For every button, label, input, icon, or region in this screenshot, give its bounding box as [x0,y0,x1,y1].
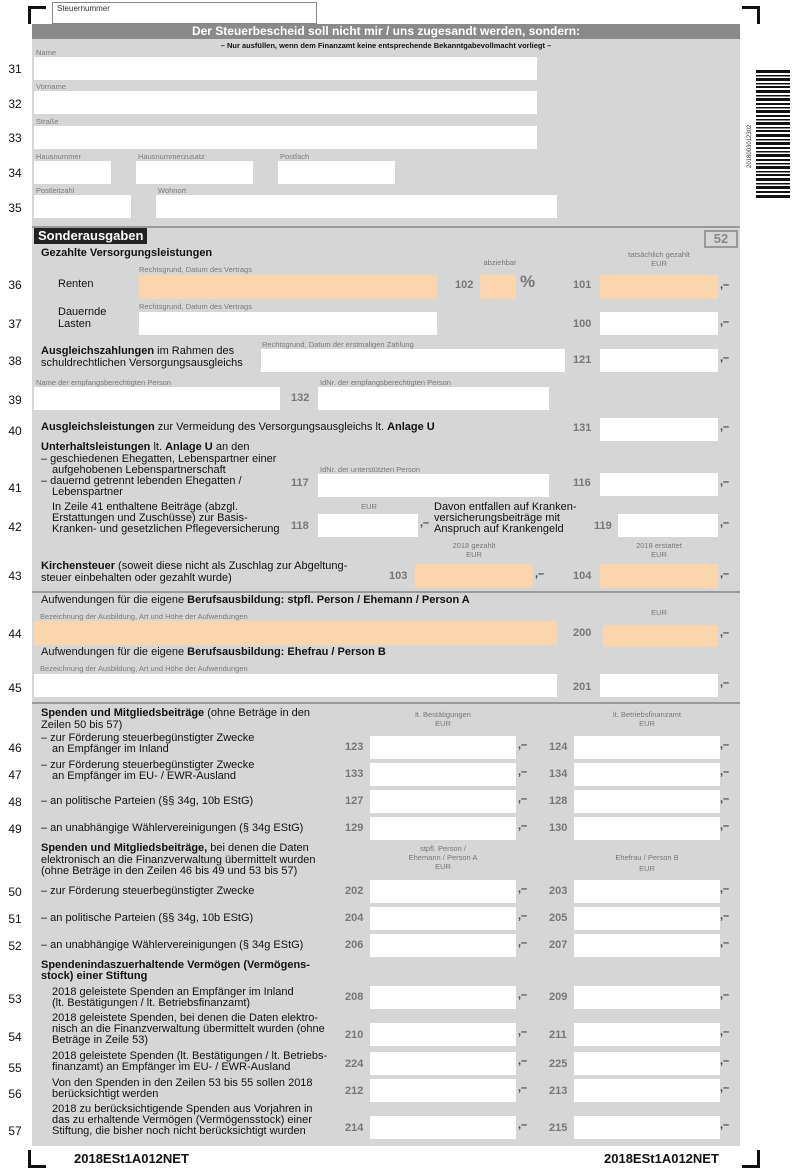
versorgung-heading: Gezahlte Versorgungsleistungen [41,247,213,259]
kz-100: 100 [573,318,592,330]
kz-208: 208 [345,991,364,1003]
kirche-rest: (soweit diese nicht als Zuschlag zur Abgeltung- [114,560,348,572]
kz-206: 206 [345,939,364,951]
z48-a-field[interactable] [370,790,516,813]
z54-line2: nisch an die Finanzverwaltung übermittelt wurden (ohne [52,1023,325,1035]
line-number: 40 [8,424,22,438]
kz-205: 205 [549,912,568,924]
unterhalt-bold: Unterhaltsleistungen [41,441,151,453]
kz-130: 130 [549,822,568,834]
line-number: 53 [8,992,22,1006]
lasten-betrag-field[interactable] [600,312,718,335]
kz-123: 123 [345,741,364,753]
z54-a-field[interactable] [370,1023,516,1046]
lasten-rechtsgrund-label: Rechtsgrund, Datum des Vertrags [139,302,252,311]
steuernummer-label: Steuernummer [57,4,110,13]
elektronisch-line3: (ohne Beträge in den Zeilen 46 bis 49 und 53 bis 57) [41,865,298,877]
kirche-bold: Kirchensteuer [41,560,115,572]
lasten-rechtsgrund-field[interactable] [139,312,437,335]
kz-207: 207 [549,939,568,951]
kz-127: 127 [345,795,364,807]
z53-b-field[interactable] [574,986,720,1009]
z57-a-field[interactable] [370,1116,516,1139]
kz-119: 119 [594,520,612,532]
elektronisch-line2: elektronisch an die Finanzverwaltung übermittelt wurden [41,854,316,866]
beruf-b-bez-label: Bezeichnung der Ausbildung, Art und Höhe der Aufwendungen [40,664,248,673]
kirche-gezahlt-field[interactable] [415,564,533,588]
unterhalt-line4: – dauernd getrennt lebenden Ehegatten / [41,475,242,487]
kirche-erstattet-field[interactable] [600,564,718,588]
ausgleichszahlungen-text [41,346,234,358]
section-number: 52 [704,230,738,248]
spenden-bold: Spenden und Mitgliedsbeiträge [41,707,205,719]
kz-215: 215 [549,1122,568,1134]
col-person-a-eur: EUR [435,862,451,871]
davon-line1: Davon entfallen auf Kranken- [434,501,577,513]
dash: ,– [518,1082,528,1094]
z42-betrag-field[interactable] [318,514,418,537]
ausgleichszahlungen-line2: schuldrechtlichen Versorgungsausgleichs [41,357,243,369]
dash: ,– [720,739,730,751]
z57-line3: Stiftung, die bisher noch nicht berücksichtigt wurden [52,1125,306,1137]
dash: ,– [720,989,730,1001]
line-number: 44 [8,627,22,641]
z46-b-field[interactable] [574,736,720,759]
z42-krankengeld-field[interactable] [618,514,718,537]
name-label: Name [36,48,57,57]
wohnort-field[interactable] [156,195,557,218]
z53-line2: (lt. Bestätigungen / lt. Betriebsfinanzamt) [52,997,251,1009]
kz-131: 131 [573,422,592,434]
kirche-erstattet-label: 2018 erstattet [636,541,682,550]
renten-rechtsgrund-field[interactable] [139,275,437,299]
z47-line2: an Empfänger im EU- / EWR-Ausland [52,770,237,782]
kz-209: 209 [549,991,568,1003]
unterhalt-rest2: an den [212,441,250,453]
z48-text: – an politische Parteien (§§ 34g, 10b EStG) [41,795,254,807]
kz-129: 129 [345,822,364,834]
z51-b-field[interactable] [574,907,720,930]
line-number: 49 [8,822,22,836]
z38-rechtsgrund-label: Rechtsgrund, Datum der erstmaligen Zahlung [262,340,414,349]
abziehbar-percent-field[interactable] [480,275,516,299]
z41-idnr-field[interactable] [318,474,549,497]
ausgleichszahlungen-rest: im Rahmen des [154,345,235,357]
kz-102: 102 [455,279,474,291]
line-number: 35 [8,201,22,215]
z41-betrag-field[interactable] [600,473,718,496]
divider [32,702,740,704]
z56-a-field[interactable] [370,1079,516,1102]
beruf-a-bezeichnung-field[interactable] [34,621,557,645]
kz-202: 202 [345,885,364,897]
z38-betrag-field[interactable] [600,349,718,372]
barcode [756,70,790,200]
renten-betrag-field[interactable] [600,275,718,299]
z54-b-field[interactable] [574,1023,720,1046]
z42-line1: In Zeile 41 enthaltene Beiträge (abzgl. [52,501,238,513]
z54-line3: Beträge in Zeile 53) [52,1034,148,1046]
percent-sign: % [520,272,536,291]
kz-200: 200 [573,627,592,639]
dash: ,– [518,739,528,751]
col-lt-best-eur: EUR [435,719,451,728]
z42-eur: EUR [361,502,377,511]
z50-text: – zur Förderung steuerbegünstigter Zwecke [41,885,255,897]
dash: ,– [518,910,528,922]
beruf-a-betrag-field[interactable] [603,625,718,647]
elektronisch-heading [41,843,309,855]
hausnummer-field[interactable] [34,161,111,184]
z49-a-field[interactable] [370,817,516,840]
z40-bold: Ausgleichsleistungen [41,421,155,433]
kz-104: 104 [573,570,592,582]
beruf-b-betrag-field[interactable] [600,674,718,697]
davon-line2: versicherungsbeiträge mit [434,512,560,524]
line-number: 57 [8,1124,22,1138]
z56-line1: Von den Spenden in den Zeilen 53 bis 55 sollen 2018 [52,1077,313,1089]
dash: ,– [518,1119,528,1131]
bescheid-subtitle: – Nur ausfüllen, wenn dem Finanzamt keine entsprechende Bekanntgabevollmacht vorliegt – [220,41,552,50]
z42-line2: Erstattungen und Zuschüsse) zur Basis- [52,512,248,524]
z55-line2: finanzamt) an Empfänger im EU- / EWR-Ausland [52,1061,291,1073]
z56-line2: berücksichtigt werden [52,1088,159,1100]
ausgleichszahlungen-bold: Ausgleichszahlungen [41,345,155,357]
unterhalt-line1 [41,442,249,454]
z54-line1: 2018 geleistete Spenden, bei denen die Daten elektro- [52,1012,319,1024]
kz-121: 121 [573,354,592,366]
crop-mark-top-right [742,6,760,24]
dash: ,– [535,568,545,580]
postfach-field[interactable] [278,161,395,184]
z42-line3: Kranken- und gesetzlichen Pflegeversicherung [52,523,280,535]
z55-b-field[interactable] [574,1052,720,1075]
postleitzahl-label: Postleitzahl [36,186,75,195]
z56-b-field[interactable] [574,1079,720,1102]
z52-b-field[interactable] [574,934,720,957]
unterhalt-line3: aufgehobenen Lebenspartnerschaft [52,464,226,476]
crop-mark-bottom-right [742,1150,760,1168]
kz-117: 117 [291,477,309,489]
strasse-label: Straße [36,117,59,126]
dash: ,– [518,766,528,778]
dash: ,– [420,517,430,529]
beruf-eur: EUR [651,608,667,617]
z41-idnr-label: IdNr. der unterstützten Person [320,465,421,474]
spenden-heading [41,708,310,720]
line-number: 43 [8,569,22,583]
elektronisch-rest: bei denen die Daten [207,842,309,854]
line-number: 38 [8,354,22,368]
tatsaechlich-eur: EUR [651,259,667,268]
z53-line1: 2018 geleistete Spenden an Empfänger im Inland [52,986,294,998]
form-code-right: 2018ESt1A012NET [604,1151,719,1166]
z40-rest: zur Vermeidung des Versorgungsausgleichs lt. [154,421,388,433]
unterhalt-line5: Lebenspartner [52,486,123,498]
z52-a-field[interactable] [370,934,516,957]
kz-212: 212 [345,1085,364,1097]
dash: ,– [720,627,730,639]
kz-224: 224 [345,1058,364,1070]
kirche-line2: steuer einbehalten oder gezahlt wurde) [41,572,232,584]
kz-103: 103 [389,570,408,582]
renten-rechtsgrund-label: Rechtsgrund, Datum des Vertrags [139,265,252,274]
postleitzahl-field[interactable] [34,195,131,218]
beruf-a-bold: Berufsausbildung: stpfl. Person / Ehemann / Person A [187,594,470,606]
col-lt-betriebsfinanzamt: lt. Betriebsfinanzamt [613,710,681,719]
kz-213: 213 [549,1085,568,1097]
kz-128: 128 [549,795,568,807]
beruf-b-heading [41,647,386,659]
crop-mark-bottom-left [28,1150,46,1168]
dash: ,– [518,793,528,805]
z40-betrag-field[interactable] [600,418,718,441]
dash: ,– [720,568,730,580]
z51-text: – an politische Parteien (§§ 34g, 10b EStG) [41,912,254,924]
unterhalt-line2: – geschiedenen Ehegatten, Lebenspartner einer [41,453,277,465]
unterhalt-rest: lt. [150,441,166,453]
kz-225: 225 [549,1058,568,1070]
z46-line1: – zur Förderung steuerbegünstigter Zwecke [41,732,255,744]
line-number: 41 [8,481,22,495]
kz-132: 132 [291,392,310,404]
col-lt-bestaetigungen: lt. Bestätigungen [415,710,471,719]
dash: ,– [518,989,528,1001]
unterhalt-anlage: Anlage U [165,441,213,453]
dash: ,– [518,937,528,949]
wohnort-label: Wohnort [158,186,187,195]
z48-b-field[interactable] [574,790,720,813]
kz-118: 118 [291,520,309,532]
z50-b-field[interactable] [574,880,720,903]
z39-idnr-field[interactable] [318,387,549,410]
hausnummerzusatz-field[interactable] [136,161,253,184]
col-person-a-line1: stpfl. Person / [420,844,466,853]
kz-101: 101 [573,279,592,291]
dash: ,– [720,476,730,488]
z57-line2: das zu erhaltende Vermögen (Vermögensstock) einer [52,1114,312,1126]
line-number: 45 [8,681,22,695]
spenden-heading-line2: Zeilen 50 bis 57) [41,719,123,731]
kz-210: 210 [345,1029,364,1041]
line-number: 36 [8,278,22,292]
line-number: 47 [8,768,22,782]
dash: ,– [518,1026,528,1038]
dash: ,– [720,279,730,291]
z49-b-field[interactable] [574,817,720,840]
dash: ,– [720,352,730,364]
bescheid-title: Der Steuerbescheid soll nicht mir / uns zugesandt werden, sondern: [32,24,740,39]
line-number: 48 [8,795,22,809]
kz-211: 211 [549,1029,567,1041]
z38-rechtsgrund-field[interactable] [261,349,565,372]
dash: ,– [720,910,730,922]
dash: ,– [720,937,730,949]
beruf-b-pre: Aufwendungen für die eigene [41,646,188,658]
dash: ,– [720,1055,730,1067]
kirche-erstattet-eur: EUR [651,550,667,559]
z55-line1: 2018 geleistete Spenden (lt. Bestätigungen / lt. Betriebs- [52,1050,328,1062]
beruf-b-bezeichnung-field[interactable] [34,674,557,697]
col-person-a-line2: Ehemann / Person A [408,853,478,862]
spenden-rest: (ohne Beträge in den [204,707,310,719]
dash: ,– [720,820,730,832]
z52-text: – an unabhängige Wählervereinigungen (§ 34g EStG) [41,939,304,951]
col-person-b-eur: EUR [639,864,655,873]
z57-line1: 2018 zu berücksichtigende Spenden aus Vorjahren in [52,1103,313,1115]
dash: ,– [720,883,730,895]
hausnummerzusatz-label: Hausnummerzusatz [138,152,205,161]
line-number: 55 [8,1061,22,1075]
z39-name-label: Name der empfangsberechtigten Person [36,378,172,387]
barcode-number: 2018003012302 [747,124,753,168]
beruf-a-bez-label: Bezeichnung der Ausbildung, Art und Höhe der Aufwendungen [40,612,248,621]
kz-116: 116 [573,477,591,489]
vorname-label: Vorname [36,82,67,91]
dash: ,– [720,421,730,433]
tatsaechlich-label: tatsächlich gezahlt [628,250,690,259]
z50-a-field[interactable] [370,880,516,903]
z46-a-field[interactable] [370,736,516,759]
line-number: 37 [8,317,22,331]
line-number: 46 [8,741,22,755]
stiftung-heading-line1: Spendenindaszuerhaltende Vermögen (Vermögens- [41,959,310,971]
dash: ,– [720,517,730,529]
dash: ,– [720,677,730,689]
z49-text: – an unabhängige Wählervereinigungen (§ 34g EStG) [41,822,304,834]
col-lt-betr-eur: EUR [639,719,655,728]
line-number: 42 [8,520,22,534]
z55-a-field[interactable] [370,1052,516,1075]
z40-anlage: Anlage U [387,421,435,433]
elektronisch-bold: Spenden und Mitgliedsbeiträge, [41,842,208,854]
line-number: 33 [8,131,22,145]
kz-203: 203 [549,885,568,897]
dauernde-label: Dauernde [58,306,107,318]
z53-a-field[interactable] [370,986,516,1009]
hausnummer-label: Hausnummer [36,152,82,161]
line-number: 32 [8,97,22,111]
z47-b-field[interactable] [574,763,720,786]
dash: ,– [720,1082,730,1094]
beruf-b-bold: Berufsausbildung: Ehefrau / Person B [187,646,386,658]
beruf-a-pre: Aufwendungen für die eigene [41,594,188,606]
kz-214: 214 [345,1122,364,1134]
postfach-label: Postfach [280,152,310,161]
z40-text [41,422,435,434]
section-title: Sonderausgaben [34,228,147,244]
kz-201: 201 [573,681,592,693]
z46-line2: an Empfänger im Inland [52,743,169,755]
line-number: 52 [8,939,22,953]
kz-124: 124 [549,741,568,753]
strasse-field[interactable] [34,126,537,149]
kirche-gezahlt-eur: EUR [466,550,482,559]
dash: ,– [720,766,730,778]
kz-204: 204 [345,912,364,924]
dash: ,– [518,1055,528,1067]
davon-line3: Anspruch auf Krankengeld [434,523,564,535]
kz-134: 134 [549,768,568,780]
z47-a-field[interactable] [370,763,516,786]
z39-name-field[interactable] [34,387,280,410]
z51-a-field[interactable] [370,907,516,930]
beruf-a-heading [41,595,470,607]
name-field[interactable] [34,57,537,80]
kirche-line1 [41,561,347,573]
col-person-b: Ehefrau / Person B [615,853,679,862]
dash: ,– [720,793,730,805]
line-number: 34 [8,166,22,180]
abziehbar-label: abziehbar [483,258,517,267]
z57-b-field[interactable] [574,1116,720,1139]
crop-mark-top-left [28,6,46,24]
divider [32,591,740,593]
form-code-left: 2018ESt1A012NET [74,1151,189,1166]
stiftung-heading-line2: stock) einer Stiftung [41,970,148,982]
kz-133: 133 [345,768,364,780]
line-number: 54 [8,1030,22,1044]
renten-label: Renten [58,278,94,290]
z39-idnr-label: IdNr. der empfangsberechtigten Person [320,378,451,387]
dash: ,– [720,1119,730,1131]
line-number: 56 [8,1087,22,1101]
z47-line1: – zur Förderung steuerbegünstigter Zwecke [41,759,255,771]
line-number: 31 [8,62,22,76]
line-number: 51 [8,912,22,926]
line-number: 39 [8,393,22,407]
line-number: 50 [8,885,22,899]
kirche-gezahlt-label: 2018 gezahlt [452,541,496,550]
dash: ,– [518,883,528,895]
dash: ,– [720,1026,730,1038]
dash: ,– [518,820,528,832]
vorname-field[interactable] [34,91,537,114]
lasten-label: Lasten [58,318,92,330]
dash: ,– [720,316,730,328]
